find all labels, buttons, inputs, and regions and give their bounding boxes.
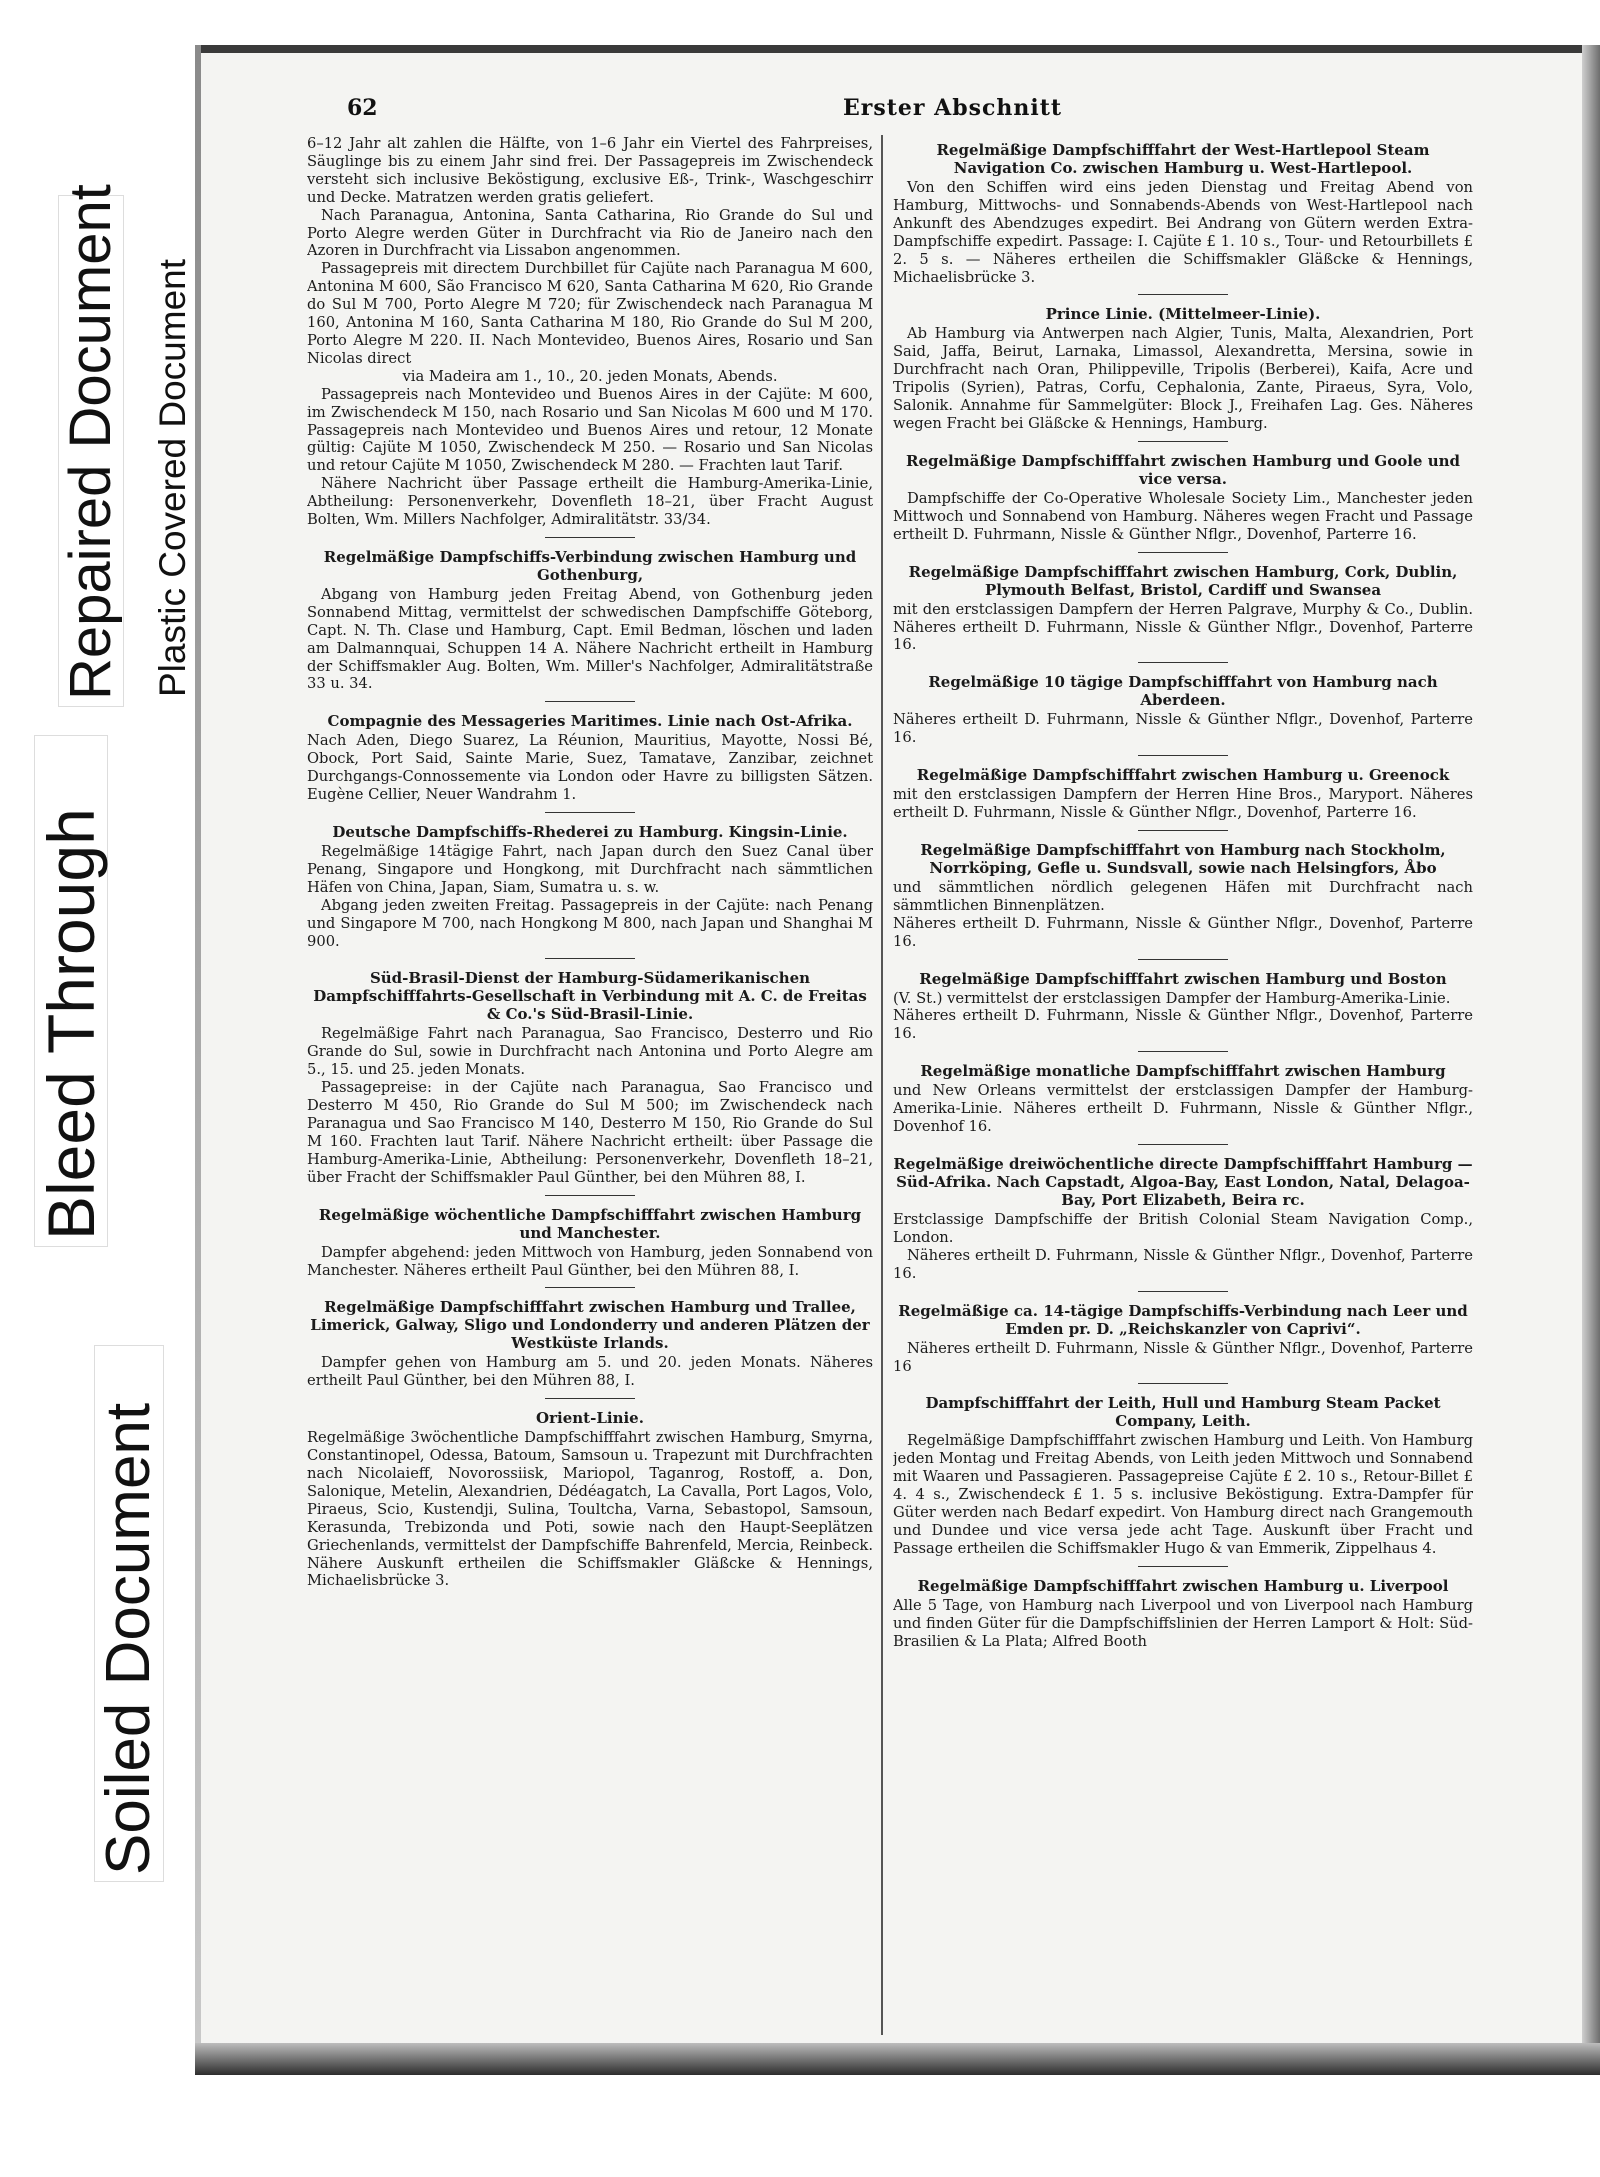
section-heading: Regelmäßige Dampfschifffahrt von Hamburg nach Stockholm, Norrköping, Gefle u. Sundsvall, sowie nach Helsingfors, Åbo [920,840,1446,877]
body-paragraph: Nach Paranagua, Antonina, Santa Catharina, Rio Grande do Sul und Porto Alegre werden Güter in Durchfracht via Rio de Janeiro nach den Azoren in Durchfracht via Lissabon angenommen. [307,206,873,260]
section-divider [1138,755,1228,756]
section-heading: Regelmäßige Dampfschifffahrt zwischen Hamburg, Cork, Dublin, Plymouth Belfast, Bristol, Cardiff und Swansea [908,562,1458,599]
right-column [893,135,1473,2040]
body-paragraph: Näheres ertheilt D. Fuhrmann, Nissle & Günther Nflgr., Dovenhof, Parterre 16 [893,1339,1473,1375]
body-paragraph: Regelmäßige 14tägige Fahrt, nach Japan durch den Suez Canal über Penang, Singapore und Hongkong, mit Durchfracht nach sämmtlichen Häfen von China, Japan, Siam, Sumatra u. s. w. [307,843,873,896]
section-divider [1138,1383,1228,1384]
left-column [307,135,873,2040]
repaired-document-label: Repaired Document [58,184,123,700]
body-paragraph: Alle 5 Tage, von Hamburg nach Liverpool und von Liverpool nach Hamburg und finden Güter für die Dampfschiffslinien der Herren Lamport & Holt: Süd-Brasilien & La Plata; Alfred Booth [893,1596,1473,1650]
body-paragraph: Dampfer gehen von Hamburg am 5. und 20. jeden Monats. Näheres ertheilt Paul Günther, bei den Mühren 88, I. [307,1354,873,1390]
section-divider [1138,441,1228,442]
body-paragraph: Dampfschiffe der Co-Operative Wholesale Society Lim., Manchester jeden Mittwoch und Sonnabend von Hamburg. Näheres wegen Fracht und Passage ertheilt D. Fuhrmann, Nissle & Günther Nflgr., Dovenhof, Parterre 16. [893,489,1473,543]
body-paragraph: Näheres ertheilt D. Fuhrmann, Nissle & Günther Nflgr., Dovenhof, Parterre 16. [893,711,1473,747]
section-divider [545,537,635,538]
section-divider [545,1287,635,1288]
scan-edge-bottom [195,2043,1600,2075]
body-paragraph: Näheres ertheilt D. Fuhrmann, Nissle & Günther Nflgr., Dovenhof, Parterre 16. [893,1007,1473,1043]
body-paragraph: Regelmäßige Fahrt nach Paranagua, Sao Francisco, Desterro und Rio Grande do Sul, sowie in Durchfracht nach Antonina und Porto Alegre am 5., 15. und 25. jeden Monats. [307,1025,873,1079]
section-heading: Regelmäßige Dampfschifffahrt der West-Hartlepool Steam Navigation Co. zwischen Hamburg u. West-Hartlepool. [936,141,1430,177]
column-divider [881,135,883,2035]
body-paragraph: Passagepreise: in der Cajüte nach Paranagua, Sao Francisco und Desterro M 450, Rio Grande do Sul M 500; im Zwischendeck nach Paranagua und Sao Francisco M 140, Desterro M 150, Rio Grande do Sul M 160. Frachten laut Tarif. Nähere Nachricht ertheilt: über Passage die Hamburg-Amerika-Linie, Abtheilung: Personenverkehr, Dovenfleth 18–21, über Fracht der Schiffsmakler Paul Günther, bei den Mühren 88, I. [307,1079,873,1186]
page-number: 62 [347,95,378,121]
plastic-covered-document-label: Plastic Covered Document [150,251,195,705]
bleed-through-label: Bleed Through [34,808,108,1240]
section-divider [545,1398,635,1399]
section-heading: Deutsche Dampfschiffs-Rhederei zu Hamburg. Kingsin-Linie. [332,823,848,841]
section-heading: Orient-Linie. [536,1409,644,1428]
section-heading: Regelmäßige Dampfschifffahrt zwischen Hamburg u. Liverpool [917,1576,1449,1595]
section-divider [545,812,635,813]
section-divider [1138,662,1228,663]
body-paragraph: (V. St.) vermittelst der erstclassigen Dampfer der Hamburg-Amerika-Linie. [893,989,1451,1007]
body-paragraph: via Madeira am 1., 10., 20. jeden Monats, Abends. [402,367,778,385]
section-divider [1138,1051,1228,1052]
section-heading: Regelmäßige wöchentliche Dampfschifffahrt zwischen Hamburg und Manchester. [318,1205,862,1242]
body-paragraph: Näheres ertheilt D. Fuhrmann, Nissle & Günther Nflgr., Dovenhof, Parterre 16. [893,1246,1473,1282]
section-heading: Dampfschifffahrt der Leith, Hull und Hamburg Steam Packet Company, Leith. [925,1394,1441,1431]
section-divider [1138,294,1228,295]
section-heading: Regelmäßige ca. 14-tägige Dampfschiffs-Verbindung nach Leer und Emden pr. D. „Reichskanzler von Caprivi“. [898,1301,1468,1338]
section-divider [1138,1566,1228,1567]
body-paragraph: und sämmtlichen nördlich gelegenen Häfen mit Durchfracht nach sämmtlichen Binnenplätzen. [893,878,1473,914]
section-heading: Regelmäßige dreiwöchentliche directe Dampfschifffahrt Hamburg — Süd-Afrika. Nach Capstadt, Algoa-Bay, East London, Natal, Delagoa-Bay, Port Elizabeth, Beira rc. [893,1155,1473,1209]
body-paragraph: Nähere Nachricht über Passage ertheilt die Hamburg-Amerika-Linie, Abtheilung: Personenverkehr, Dovenfleth 18–21, über Fracht August Bolten, Wm. Millers Nachfolger, Admiralitätstr. 33/34. [307,475,873,529]
body-paragraph: Passagepreis mit directem Durchbillet für Cajüte nach Paranagua M 600, Antonina M 600, São Francisco M 620, Santa Catharina M 620, Rio Grande do Sul M 700, Porto Alegre M 720; für Zwischendeck nach Paranagua M 160, Antonina M 160, Santa Catharina M 180, Rio Grande do Sul M 200, Porto Alegre M 220. II. Nach Montevideo, Buenos Aires, Rosario und San Nicolas direct [307,260,873,367]
section-divider [1138,959,1228,960]
soiled-document-label: Soiled Document [94,1402,163,1875]
scanned-page [195,45,1600,2075]
body-paragraph: 6–12 Jahr alt zahlen die Hälfte, von 1–6 Jahr ein Viertel des Fahrpreises, Säuglinge bis zu einem Jahr sind frei. Der Passagepreis im Zwischendeck versteht sich inclusive Beköstigung, exclusive Eß-, Trink-, Waschgeschirr und Decke. Matratzen werden gratis geliefert. [307,135,873,206]
section-heading: Regelmäßige Dampfschifffahrt zwischen Hamburg und Boston [919,969,1447,988]
section-divider [1138,552,1228,553]
section-divider [1138,1291,1228,1292]
scan-edge-left [195,45,201,2075]
scan-edge-top [195,45,1600,53]
section-heading: Regelmäßige Dampfschiffs-Verbindung zwischen Hamburg und Gothenburg, [323,547,857,584]
section-divider [1138,1144,1228,1145]
body-paragraph: Näheres ertheilt D. Fuhrmann, Nissle & Günther Nflgr., Dovenhof, Parterre 16. [893,914,1473,950]
body-paragraph: Passagepreis nach Montevideo und Buenos Aires in der Cajüte: M 600, im Zwischendeck M 150, nach Rosario und San Nicolas M 600 und M 170. Passagepreis nach Montevideo und Buenos Aires und retour, 12 Monate gültig: Cajüte M 1050, Zwischendeck M 250. — Rosario und San Nicolas und retour Cajüte M 1050, Zwischendeck M 280. — Frachten laut Tarif. [307,385,873,475]
body-paragraph: mit den erstclassigen Dampfern der Herren Palgrave, Murphy & Co., Dublin. Näheres ertheilt D. Fuhrmann, Nissle & Günther Nflgr., Dovenhof, Parterre 16. [893,600,1473,654]
section-heading: Regelmäßige monatliche Dampfschifffahrt zwischen Hamburg [920,1062,1446,1081]
body-paragraph: Regelmäßige Dampfschifffahrt zwischen Hamburg und Leith. Von Hamburg jeden Montag und Freitag Abends, von Leith jeden Mittwoch und Sonnabend mit Waaren und Passagieren. Passagepreise Cajüte £ 2. 10 s., Retour-Billet £ 4. 4 s., Zwischendeck £ 1. 5 s. inclusive Beköstigung. Extra-Dampfer für Güter werden nach Bedarf expedirt. Von Hamburg direct nach Grangemouth und Dundee und vice versa jede acht Tage. Auskunft über Fracht und Passage ertheilen die Schiffsmakler Hugo & van Emmerik, Zippelhaus 4. [893,1432,1473,1557]
section-heading: Regelmäßige Dampfschifffahrt zwischen Hamburg und Trallee, Limerick, Galway, Sligo und Londonderry und anderen Plätzen der Westküste Irlands. [310,1298,870,1353]
body-paragraph: Erstclassige Dampfschiffe der British Colonial Steam Navigation Comp., London. [893,1211,1473,1246]
body-paragraph: Abgang von Hamburg jeden Freitag Abend, von Gothenburg jeden Sonnabend Mittag, vermittelst der schwedischen Dampfschiffe Göteborg, Capt. N. Th. Clase und Hamburg, Capt. Emil Bedman, löschen und laden am Dalmannquai, Schuppen 14 A. Nähere Nachricht ertheilt in Hamburg der Schiffsmakler Aug. Bolten, Wm. Miller's Nachfolger, Admiralitätstraße 33 u. 34. [307,585,873,693]
section-divider [545,958,635,959]
body-paragraph: Dampfer abgehend: jeden Mittwoch von Hamburg, jeden Sonnabend von Manchester. Näheres ertheilt Paul Günther, bei den Mühren 88, I. [307,1243,873,1279]
scan-edge-right [1582,45,1600,2075]
body-paragraph: Ab Hamburg via Antwerpen nach Algier, Tunis, Malta, Alexandrien, Port Said, Jaffa, Beirut, Larnaka, Limassol, Alexandretta, Mersina, sowie in Durchfracht nach Oran, Philippeville, Tripolis (Berberei), Kaifa, Acre und Tripolis (Syrien), Patras, Corfu, Cephalonia, Zante, Piraeus, Syra, Volo, Salonik. Annahme für Sammelgüter: Block J., Freihafen Lag. Ges. Näheres wegen Fracht bei Gläßcke & Hennings, Hamburg. [893,325,1473,432]
section-divider [545,1195,635,1196]
section-divider [545,701,635,702]
section-heading: Süd-Brasil-Dienst der Hamburg-Südamerikanischen Dampfschifffahrts-Gesellschaft in Verbindung mit A. C. de Freitas & Co.'s Süd-Brasil-Linie. [313,969,867,1024]
page-title: Erster Abschnitt [843,95,1063,121]
body-paragraph: Von den Schiffen wird eins jeden Dienstag und Freitag Abend von Hamburg, Mittwochs- und Sonnabends-Abends von West-Hartlepool nach Ankunft des Abendzuges expedirt. Bei Andrang von Gütern werden Extra-Dampfschiffe expedirt. Passage: I. Cajüte £ 1. 10 s., Tour- und Retourbillets £ 2. 5 s. — Näheres ertheilen die Schiffsmakler Gläßcke & Hennings, Michaelisbrücke 3. [893,179,1473,286]
section-heading: Regelmäßige Dampfschifffahrt zwischen Hamburg u. Greenock [916,766,1450,785]
section-divider [1138,830,1228,831]
section-heading: Prince Linie. (Mittelmeer-Linie). [1045,305,1321,324]
section-heading: Compagnie des Messageries Maritimes. Linie nach Ost-Afrika. [327,712,853,731]
body-paragraph: mit den erstclassigen Dampfern der Herren Hine Bros., Maryport. Näheres ertheilt D. Fuhrmann, Nissle & Günther Nflgr., Dovenhof, Parterre 16. [893,786,1473,822]
section-heading: Regelmäßige 10 tägige Dampfschifffahrt von Hamburg nach Aberdeen. [928,673,1438,710]
body-paragraph: Nach Aden, Diego Suarez, La Réunion, Mauritius, Mayotte, Nossi Bé, Obock, Port Said, Sainte Marie, Suez, Tamatave, Zanzibar, zeichnet Durchgangs-Connossemente via London oder Havre zu billigsten Sätzen. Eugène Cellier, Neuer Wandrahm 1. [307,732,873,804]
section-heading: Regelmäßige Dampfschifffahrt zwischen Hamburg und Goole und vice versa. [905,451,1460,488]
body-paragraph: Regelmäßige 3wöchentliche Dampfschifffahrt zwischen Hamburg, Smyrna, Constantinopel, Odessa, Batoum, Samsoun u. Trapezunt mit Durchfrachten nach Nicolaieff, Novorossiisk, Mariopol, Taganrog, Rostoff, a. Don, Salonique, Metelin, Alexandrien, Dédéagatch, La Cavalla, Port Lagos, Volo, Piraeus, Scio, Kustendji, Sulina, Toultcha, Varna, Sebastopol, Samsoun, Kerasunda, Trebizonda und Poti, sowie nach den Haupt-Seeplätzen Griechenlands, vermittelst der Dampfschiffe Bahrenfeld, Mercia, Reinbeck. Nähere Auskunft ertheilen die Schiffsmakler Gläßcke & Hennings, Michaelisbrücke 3. [307,1429,873,1590]
body-paragraph: Abgang jeden zweiten Freitag. Passagepreis in der Cajüte: nach Penang und Singapore M 700, nach Hongkong M 800, nach Japan und Shanghai M 900. [307,896,873,950]
body-paragraph: und New Orleans vermittelst der erstclassigen Dampfer der Hamburg-Amerika-Linie. Näheres ertheilt D. Fuhrmann, Nissle & Günther Nflgr., Dovenhof 16. [893,1082,1473,1136]
